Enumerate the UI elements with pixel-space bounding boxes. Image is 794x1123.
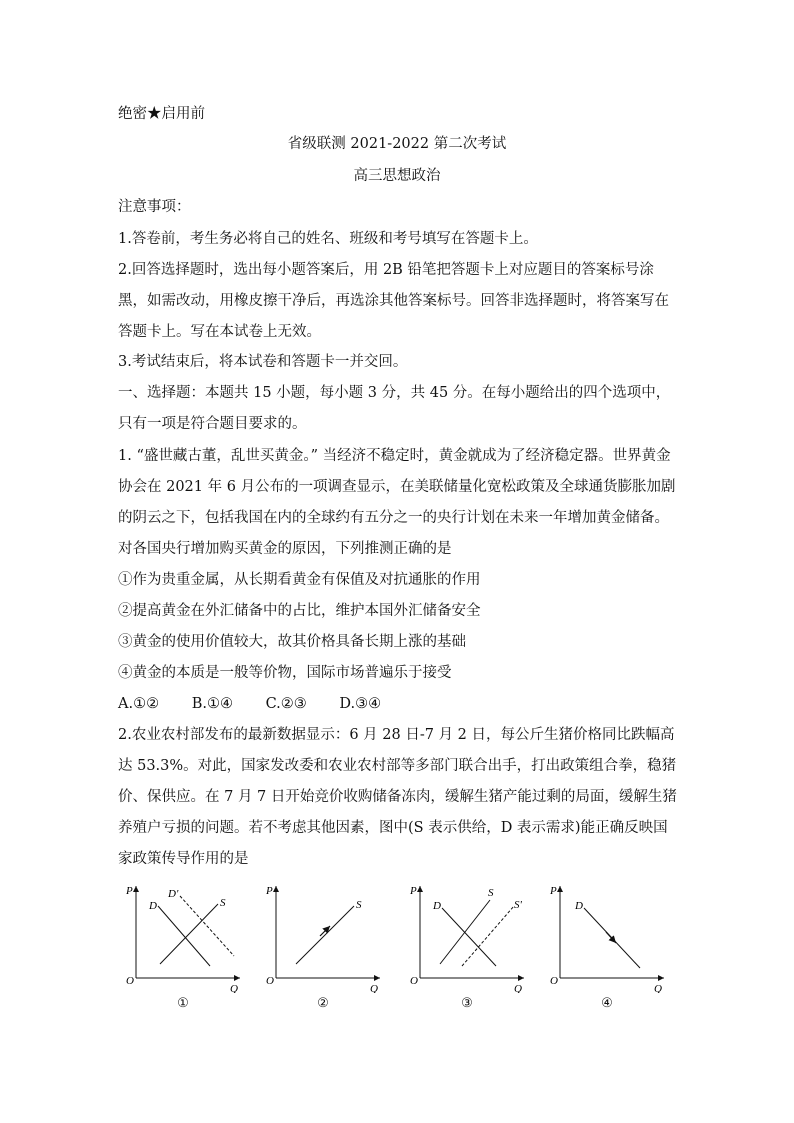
q-label: Q (230, 983, 238, 993)
graph-3 (402, 878, 532, 1018)
supply-curve (440, 900, 490, 964)
supply-curve (296, 906, 354, 964)
q2-graphs (118, 878, 678, 1018)
graph-1-label: ① (177, 996, 189, 1011)
o-label: O (410, 975, 418, 987)
o-label: O (266, 975, 274, 987)
graph-4 (542, 878, 672, 1018)
q1-option-c: C.②③ (265, 696, 307, 712)
o-label: O (126, 975, 134, 987)
p-label: P (126, 885, 133, 897)
question-1-stem: 1. “盛世藏古董，乱世买黄金。” 当经济不稳定时，黄金就成为了经济稳定器。世界黄金协会在 2021 年 6 月公布的一项调查显示，在美联储量化宽松政策及全球通货膨胀加剧的阴云之下，包括我国在内的全球约有五分之一的央行计划在未来一年增加黄金储备。对各国央行增加购买黄金的原因，下列推测正确的是 (118, 448, 676, 557)
notice-item-1: 1.答卷前，考生务必将自己的姓名、班级和考号填写在答题卡上。 (118, 231, 538, 247)
graph-2-svg (258, 878, 388, 993)
q-label: Q (514, 983, 522, 993)
graph-2 (258, 878, 388, 1018)
notice-title: 注意事项： (118, 199, 191, 215)
p-label: P (266, 885, 273, 897)
graph-4-label: ④ (601, 996, 613, 1011)
graph-2-label: ② (317, 996, 329, 1011)
d-label: D (149, 900, 157, 912)
question-2-stem: 2.农业农村部发布的最新数据显示：6 月 28 日-7 月 2 日，每公斤生猪价格同比跌幅高达 53.3%。对此，国家发改委和农业农村部等多部门联合出手，打出政策组合拳，稳猪价、保供应。在 7 月 7 日开始竞价收购储备冻肉，缓解生猪产能过剩的局面，缓解生猪养殖户亏损的问题。若不考虑其他因素，图中(S 表示供给，D 表示需求)能正确反映国家政策传导作用的是 (118, 727, 677, 867)
graph-3-svg (402, 878, 532, 993)
exam-title: 省级联测 2021-2022 第二次考试 (287, 136, 507, 152)
secret-label: 绝密★启用前 (118, 106, 205, 122)
supply-curve (160, 904, 218, 964)
graph-4-svg (542, 878, 672, 993)
notice-item-3: 3.考试结束后，将本试卷和答题卡一并交回。 (118, 354, 408, 370)
graph-1 (118, 878, 248, 1018)
demand-curve (158, 906, 210, 966)
q1-statement-4: ④黄金的本质是一般等价物，国际市场普遍乐于接受 (118, 665, 452, 681)
q1-statement-2: ②提高黄金在外汇储备中的占比，维护本国外汇储备安全 (118, 603, 481, 619)
subject-title: 高三思想政治 (353, 168, 441, 184)
q1-option-b: B.①④ (191, 696, 233, 712)
q1-option-a: A.①② (118, 696, 160, 712)
d-prime-label: D' (168, 888, 179, 900)
o-label: O (550, 975, 558, 987)
d-label: D (575, 900, 583, 912)
p-label: P (410, 885, 417, 897)
shifted-demand-curve (180, 896, 234, 956)
down-arrow-icon (606, 932, 616, 943)
q-label: Q (370, 983, 378, 993)
q1-statement-3: ③黄金的使用价值较大，故其价格具备长期上涨的基础 (118, 634, 466, 650)
graph-3-label: ③ (461, 996, 473, 1011)
s-label: S (220, 897, 226, 909)
q1-options (118, 694, 409, 714)
q1-statement-1: ①作为贵重金属，从长期看黄金有保值及对抗通胀的作用 (118, 572, 481, 588)
q1-option-d: D.③④ (339, 696, 382, 712)
s-prime-label: S' (514, 899, 522, 911)
d-label: D (433, 900, 441, 912)
notice-item-2: 2.回答选择题时，选出每小题答案后，用 2B 铅笔把答题卡上对应题目的答案标号涂黑，如需改动，用橡皮擦干净后，再选涂其他答案标号。回答非选择题时，将答案写在答题卡上。写在本试卷上无效。 (118, 262, 669, 340)
q-label: Q (654, 983, 662, 993)
s-label: S (356, 899, 362, 911)
graph-1-svg (118, 878, 248, 993)
s-label: S (488, 887, 494, 899)
section-intro: 一、选择题：本题共 15 小题，每小题 3 分，共 45 分。在每小题给出的四个选项中，只有一项是符合题目要求的。 (118, 385, 671, 432)
p-label: P (550, 885, 557, 897)
